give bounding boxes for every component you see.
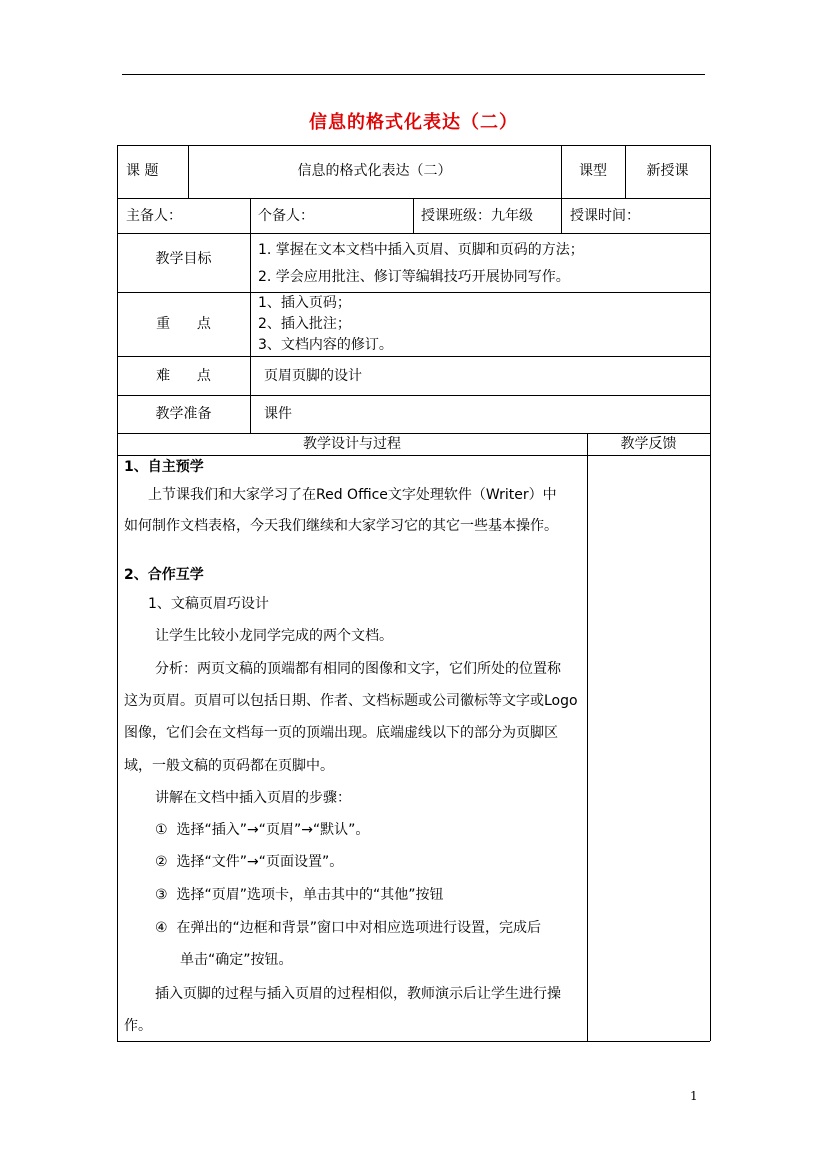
step-4-line2: 单击“确定”按钮。 xyxy=(180,952,293,968)
difficulty-value: 页眉页脚的设计 xyxy=(264,368,362,384)
course-label: 课 题 xyxy=(126,163,159,179)
preparation-value: 课件 xyxy=(264,406,292,422)
document-title: 信息的格式化表达（二） xyxy=(309,112,518,133)
analysis-line4: 域，一般文稿的页码都在页脚中。 xyxy=(124,758,334,774)
feedback-header: 教学反馈 xyxy=(620,436,677,452)
footer-line2: 作。 xyxy=(124,1018,152,1034)
course-value: 信息的格式化表达（二） xyxy=(297,163,452,179)
section1-para-line2: 如何制作文档表格，今天我们继续和大家学习它的其它一些基本操作。 xyxy=(124,518,558,534)
steps-intro: 讲解在文档中插入页眉的步骤： xyxy=(155,790,351,806)
section2-title: 2、合作互学 xyxy=(124,567,204,583)
compare-line: 让学生比较小龙同学完成的两个文档。 xyxy=(155,628,393,644)
type-label: 课型 xyxy=(579,163,607,179)
page-number: 1 xyxy=(690,1089,698,1103)
key-point-item-2: 2、插入批注； xyxy=(258,316,351,332)
analysis-line2: 这为页眉。页眉可以包括日期、作者、文档标题或公司徽标等文字或Logo xyxy=(124,693,578,709)
step-4-line1: ④ 在弹出的“边框和背景”窗口中对相应选项进行设置，完成后 xyxy=(155,920,541,936)
goal-item-1: 1. 掌握在文本文档中插入页眉、页脚和页码的方法； xyxy=(258,242,584,258)
goal-item-2: 2. 学会应用批注、修订等编辑技巧开展协同写作。 xyxy=(258,269,570,285)
time-label: 授课时间： xyxy=(570,208,640,224)
key-points-label: 重 点 xyxy=(156,316,211,332)
analysis-line1: 分析：两页文稿的顶端都有相同的图像和文字，它们所处的位置称 xyxy=(155,661,561,677)
section1-para-line1: 上节课我们和大家学习了在Red Office文字处理软件（Writer）中 xyxy=(148,487,557,503)
key-point-item-1: 1、插入页码； xyxy=(258,295,351,311)
difficulty-label: 难 点 xyxy=(156,368,211,384)
class-label: 授课班级：九年级 xyxy=(421,208,533,224)
main-preparer-label: 主备人： xyxy=(126,208,182,224)
section1-title: 1、自主预学 xyxy=(124,459,204,475)
step-2: ② 选择“文件”→“页面设置”。 xyxy=(155,854,344,870)
analysis-line3: 图像，它们会在文档每一页的顶端出现。底端虚线以下的部分为页脚区 xyxy=(124,725,558,741)
step-3: ③ 选择“页眉”选项卡，单击其中的“其他”按钮 xyxy=(155,887,444,903)
goals-label: 教学目标 xyxy=(155,251,212,267)
footer-line1: 插入页脚的过程与插入页眉的过程相似，教师演示后让学生进行操 xyxy=(155,986,561,1002)
key-point-item-3: 3、文档内容的修订。 xyxy=(258,337,393,353)
type-value: 新授课 xyxy=(646,163,689,179)
sub1-title: 1、文稿页眉巧设计 xyxy=(148,596,269,612)
individual-preparer-label: 个备人： xyxy=(258,208,314,224)
preparation-label: 教学准备 xyxy=(155,406,212,422)
step-1: ① 选择“插入”→“页眉”→“默认”。 xyxy=(155,822,370,838)
process-header: 教学设计与过程 xyxy=(303,436,401,452)
header-rule xyxy=(122,74,705,75)
